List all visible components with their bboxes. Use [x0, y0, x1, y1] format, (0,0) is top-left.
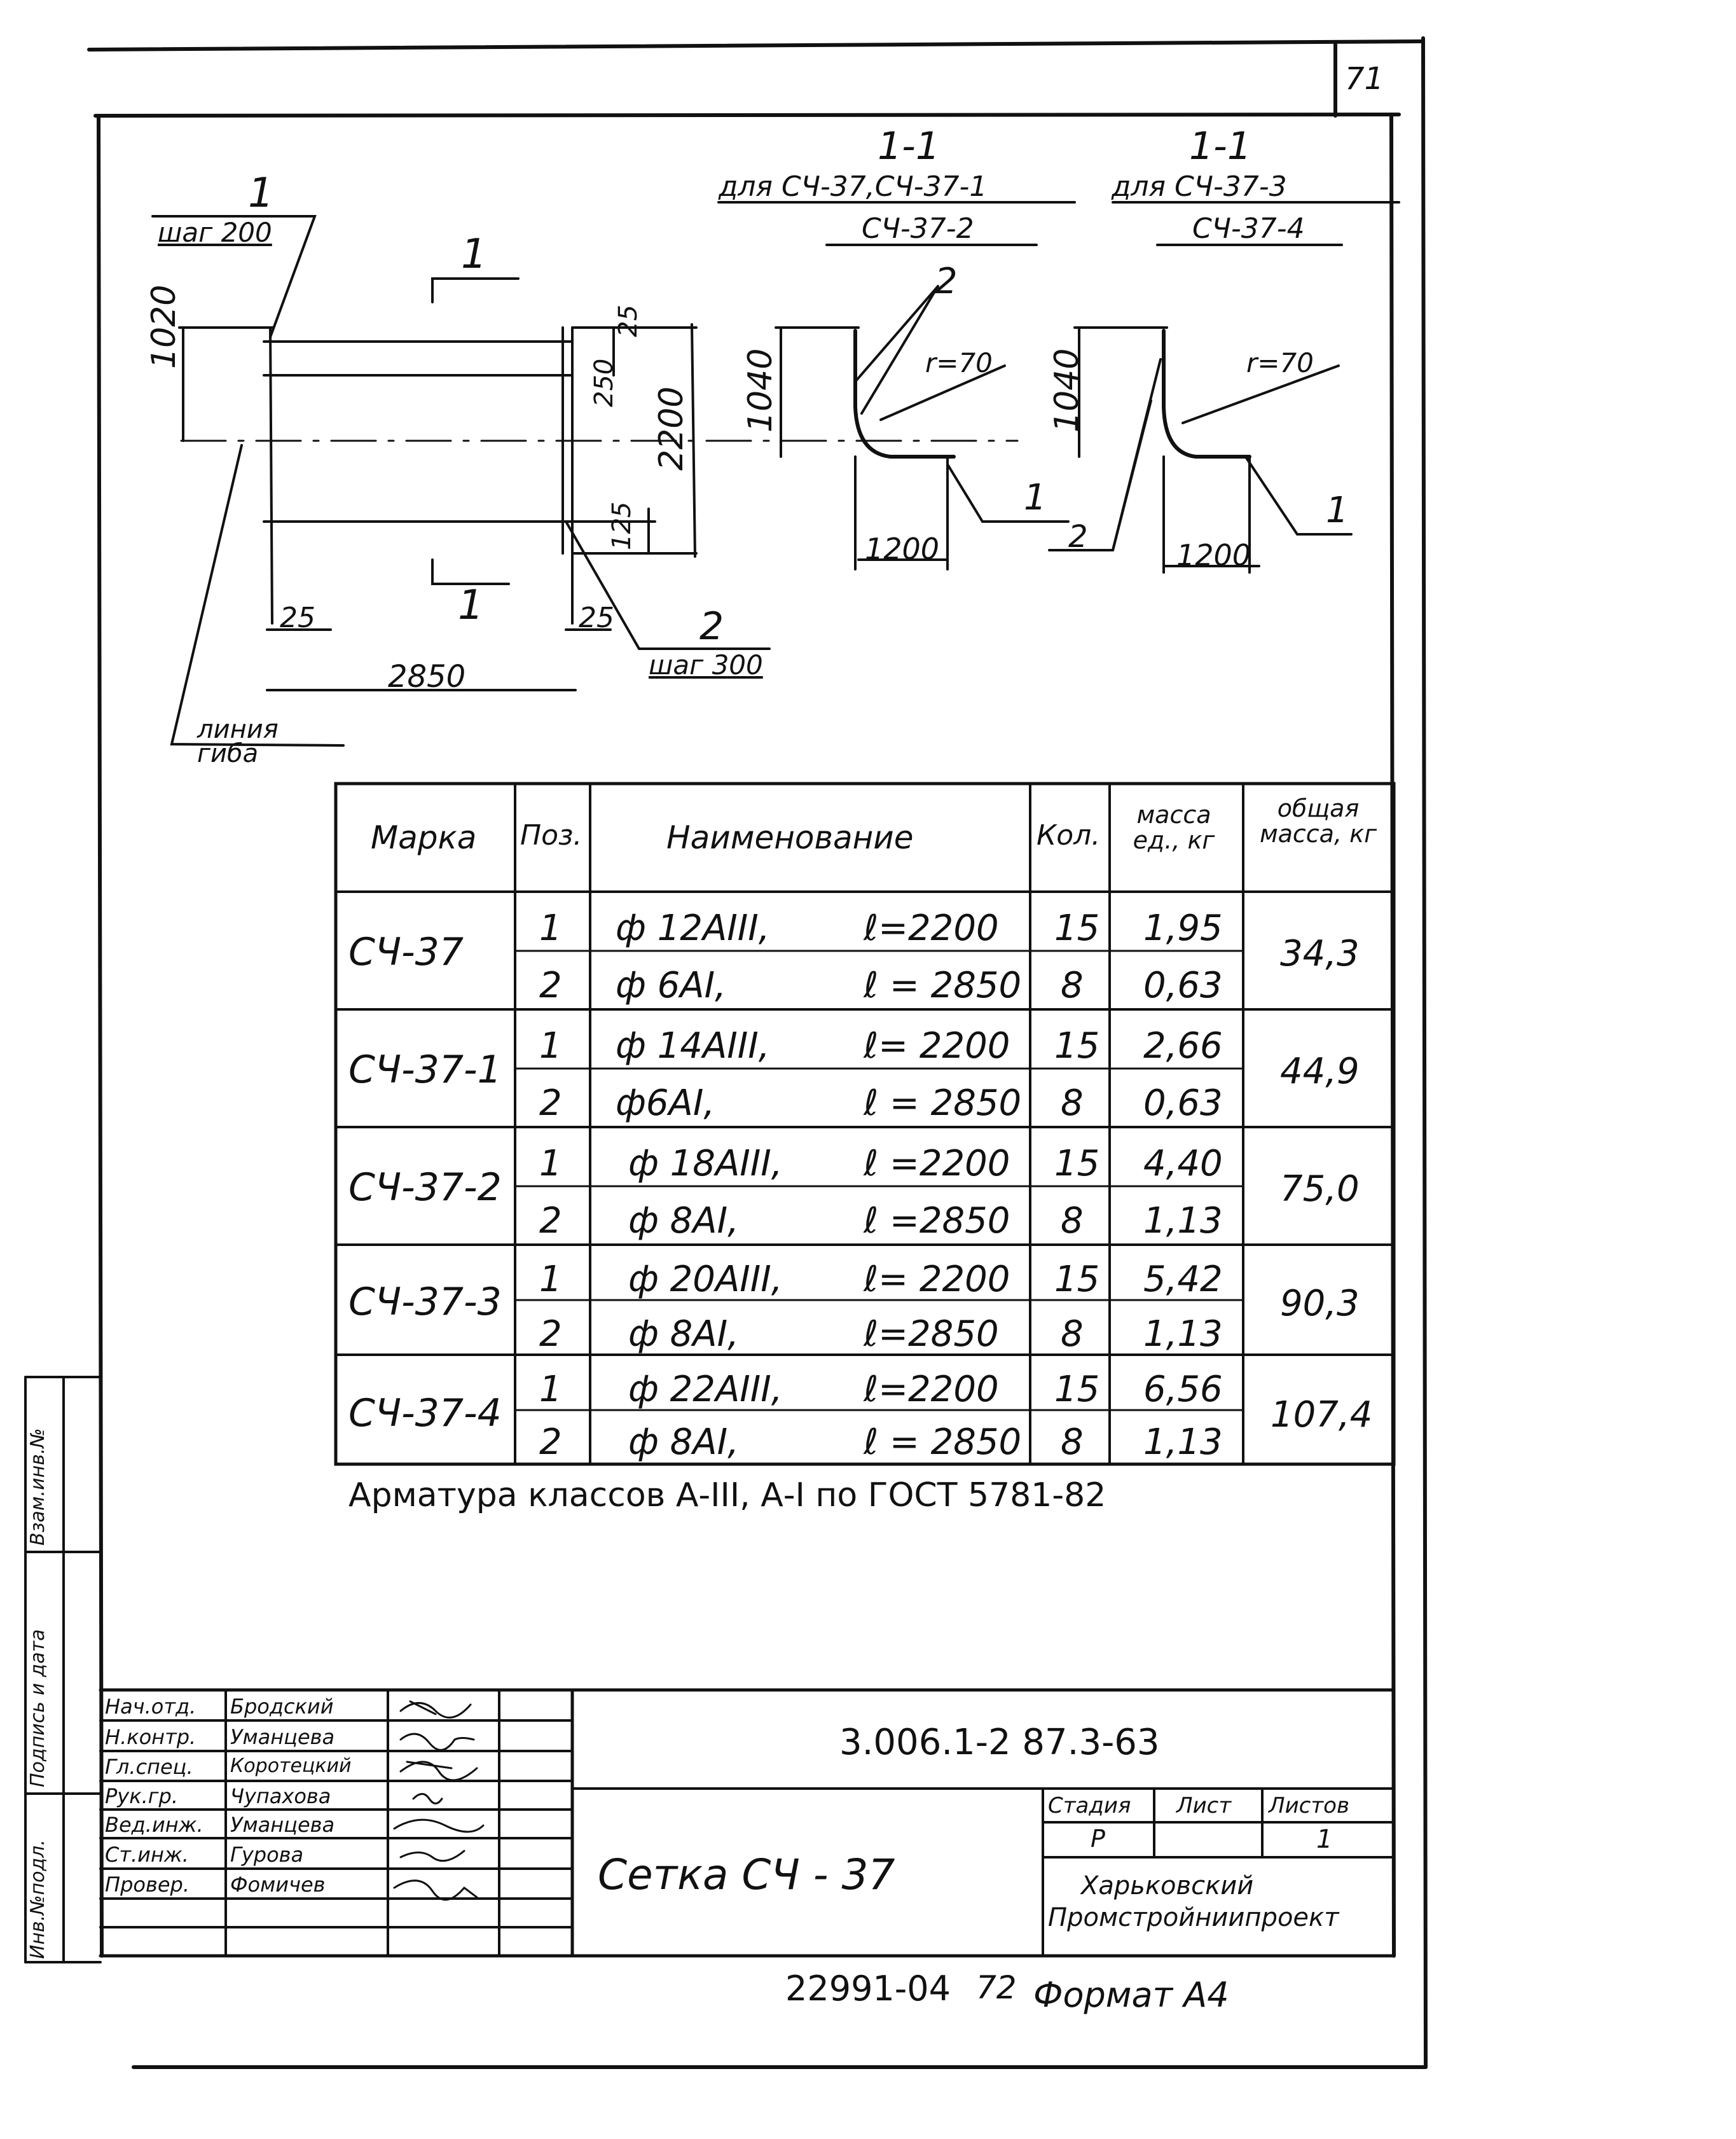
page-number: 71	[1345, 61, 1384, 97]
role-label: Н.контр.	[105, 1725, 196, 1749]
organization-line1: Харьковский	[1081, 1871, 1254, 1900]
item-length: ℓ= 2200	[864, 1259, 1010, 1300]
role-label: Гл.спец.	[105, 1755, 193, 1779]
item-mass: 1,13	[1143, 1422, 1223, 1463]
item-mass: 5,42	[1143, 1259, 1223, 1300]
person-name: Уманцева	[230, 1725, 335, 1749]
role-label: Рук.гр.	[105, 1784, 179, 1808]
cut-mark-top: 1	[461, 231, 487, 278]
col-header-pos: Поз.	[520, 819, 582, 852]
section-b-title: 1-1	[1189, 124, 1251, 169]
section-b-line2: СЧ-37-4	[1192, 212, 1305, 245]
person-name: Коротецкий	[230, 1755, 352, 1777]
item-length: ℓ =2200	[864, 1143, 1010, 1184]
item-mass: 4,40	[1143, 1143, 1223, 1184]
person-name: Чупахова	[230, 1784, 331, 1808]
item-pos: 1	[539, 908, 562, 949]
dim-250: 250	[589, 358, 619, 407]
item-qty: 15	[1054, 1259, 1100, 1300]
item-mass: 1,13	[1143, 1313, 1223, 1355]
item-pos: 1	[539, 1143, 562, 1184]
dim-1040-b: 1040	[1048, 348, 1086, 433]
item-qty: 8	[1061, 1083, 1084, 1124]
row-total-mass: 90,3	[1280, 1283, 1360, 1324]
sheets-label: Листов	[1269, 1793, 1350, 1818]
dim-25-right: 25	[579, 602, 614, 634]
item-mass: 1,13	[1143, 1200, 1223, 1242]
item-pos: 2	[539, 1313, 562, 1355]
person-name: Бродский	[230, 1694, 334, 1719]
row-total-mass: 44,9	[1280, 1051, 1360, 1092]
pos1-label: 1	[248, 170, 274, 217]
sheets-value: 1	[1316, 1825, 1333, 1854]
role-label: Провер.	[105, 1872, 189, 1897]
item-qty: 8	[1061, 1313, 1084, 1355]
row-total-mass: 34,3	[1280, 933, 1360, 974]
bend-line-label: линия гиба	[197, 715, 279, 768]
col-header-mark: Марка	[371, 819, 477, 856]
item-qty: 15	[1054, 1369, 1100, 1410]
col-header-unit-mass: масса ед., кг	[1133, 801, 1215, 854]
mesh-plan-view	[153, 212, 1017, 745]
item-mass: 6,56	[1143, 1369, 1223, 1410]
reinforcement-note: Арматура классов А-III, А-I по ГОСТ 5781-82	[348, 1476, 1106, 1514]
section-a-line2: СЧ-37-2	[862, 212, 974, 245]
callout-2-a: 2	[935, 261, 958, 302]
section-a-line1: для СЧ-37,СЧ-37-1	[719, 170, 988, 203]
item-mass: 1,95	[1143, 908, 1223, 949]
pos2-label: 2	[699, 604, 724, 649]
row-mark: СЧ-37-1	[348, 1048, 502, 1092]
item-bar: ф 20АIII,	[628, 1259, 783, 1300]
item-bar: ф 22АIII,	[628, 1369, 783, 1410]
side-stamp-replace: Взам.инв.№	[27, 1428, 49, 1546]
dim-1040-a: 1040	[741, 348, 780, 433]
item-pos: 2	[539, 1083, 562, 1124]
item-mass: 2,66	[1143, 1025, 1223, 1067]
dim-25-left: 25	[280, 602, 315, 634]
callout-2-b: 2	[1068, 519, 1088, 555]
item-pos: 1	[539, 1025, 562, 1067]
role-label: Нач.отд.	[105, 1694, 196, 1719]
spec-table	[336, 784, 1394, 1464]
r70-b: r=70	[1246, 347, 1314, 378]
row-mark: СЧ-37-4	[348, 1391, 502, 1436]
item-mass: 0,63	[1143, 965, 1223, 1006]
pos2-step: шаг 300	[649, 649, 763, 681]
sheet-label: Лист	[1176, 1793, 1232, 1818]
item-bar: ф 8АI,	[628, 1313, 739, 1355]
row-mark: СЧ-37-3	[348, 1280, 502, 1324]
dim-125: 125	[607, 501, 637, 550]
row-mark: СЧ-37	[348, 930, 464, 974]
footer-number: 72	[976, 1969, 1017, 2006]
role-label: Вед.инж.	[105, 1813, 203, 1837]
person-name: Гурова	[230, 1843, 304, 1867]
item-length: ℓ = 2850	[864, 965, 1022, 1006]
item-qty: 8	[1061, 1422, 1084, 1463]
item-length: ℓ =2850	[864, 1200, 1010, 1242]
row-total-mass: 75,0	[1280, 1168, 1360, 1210]
item-length: ℓ=2200	[864, 1369, 999, 1410]
item-bar: ф 8АI,	[628, 1422, 739, 1463]
section-a-title: 1-1	[878, 124, 940, 169]
dim-2200-plan: 2200	[652, 386, 691, 471]
inventory-number: 22991-04	[785, 1969, 951, 2009]
item-pos: 1	[539, 1259, 562, 1300]
role-label: Ст.инж.	[105, 1843, 189, 1867]
section-b-line1: для СЧ-37-3	[1112, 170, 1287, 203]
sheet-format: Формат А4	[1033, 1975, 1229, 2015]
callout-1-a: 1	[1024, 477, 1047, 518]
item-bar: ф 6АI,	[616, 965, 726, 1006]
item-length: ℓ= 2200	[864, 1025, 1010, 1067]
item-length: ℓ=2850	[864, 1313, 999, 1355]
col-header-qty: Кол.	[1037, 819, 1101, 852]
row-mark: СЧ-37-2	[348, 1165, 502, 1210]
col-header-name: Наименование	[666, 819, 914, 856]
pos1-step: шаг 200	[158, 217, 272, 248]
item-bar: ф6АI,	[616, 1083, 715, 1124]
item-qty: 8	[1061, 1200, 1084, 1242]
stage-value: Р	[1091, 1825, 1105, 1853]
drawing-title: Сетка СЧ - 37	[598, 1850, 895, 1899]
callout-1-b: 1	[1326, 490, 1349, 531]
row-total-mass: 107,4	[1271, 1394, 1373, 1436]
item-bar: ф 14АIII,	[616, 1025, 770, 1067]
r70-a: r=70	[925, 347, 993, 378]
dim-1200-b: 1200	[1176, 538, 1251, 572]
person-name: Уманцева	[230, 1813, 335, 1837]
item-bar: ф 12АIII,	[616, 908, 770, 949]
item-length: ℓ = 2850	[864, 1422, 1022, 1463]
item-bar: ф 8АI,	[628, 1200, 739, 1242]
item-length: ℓ = 2850	[864, 1083, 1022, 1124]
dim-25-top: 25	[614, 305, 643, 337]
item-length: ℓ=2200	[864, 908, 999, 949]
dim-1020: 1020	[145, 284, 183, 369]
signatures	[394, 1701, 483, 1900]
stage-label: Стадия	[1048, 1793, 1131, 1818]
item-qty: 15	[1054, 1143, 1100, 1184]
col-header-total-mass: общая масса, кг	[1259, 794, 1377, 848]
cut-mark-bottom: 1	[458, 582, 484, 629]
person-name: Фомичев	[230, 1872, 326, 1897]
organization-line2: Промстройниипроект	[1048, 1903, 1339, 1932]
side-stamp-signature: Подпись и дата	[27, 1629, 49, 1787]
item-pos: 2	[539, 965, 562, 1006]
item-qty: 15	[1054, 1025, 1100, 1067]
dim-2850: 2850	[388, 659, 466, 695]
item-pos: 1	[539, 1369, 562, 1410]
side-stamp-inv: Инв.№подл.	[27, 1839, 49, 1959]
item-pos: 2	[539, 1200, 562, 1242]
item-qty: 8	[1061, 965, 1084, 1006]
item-pos: 2	[539, 1422, 562, 1463]
item-qty: 15	[1054, 908, 1100, 949]
dim-1200-a: 1200	[865, 532, 940, 566]
item-bar: ф 18АIII,	[628, 1143, 783, 1184]
item-mass: 0,63	[1143, 1083, 1223, 1124]
document-code: 3.006.1-2 87.3-63	[839, 1722, 1160, 1763]
